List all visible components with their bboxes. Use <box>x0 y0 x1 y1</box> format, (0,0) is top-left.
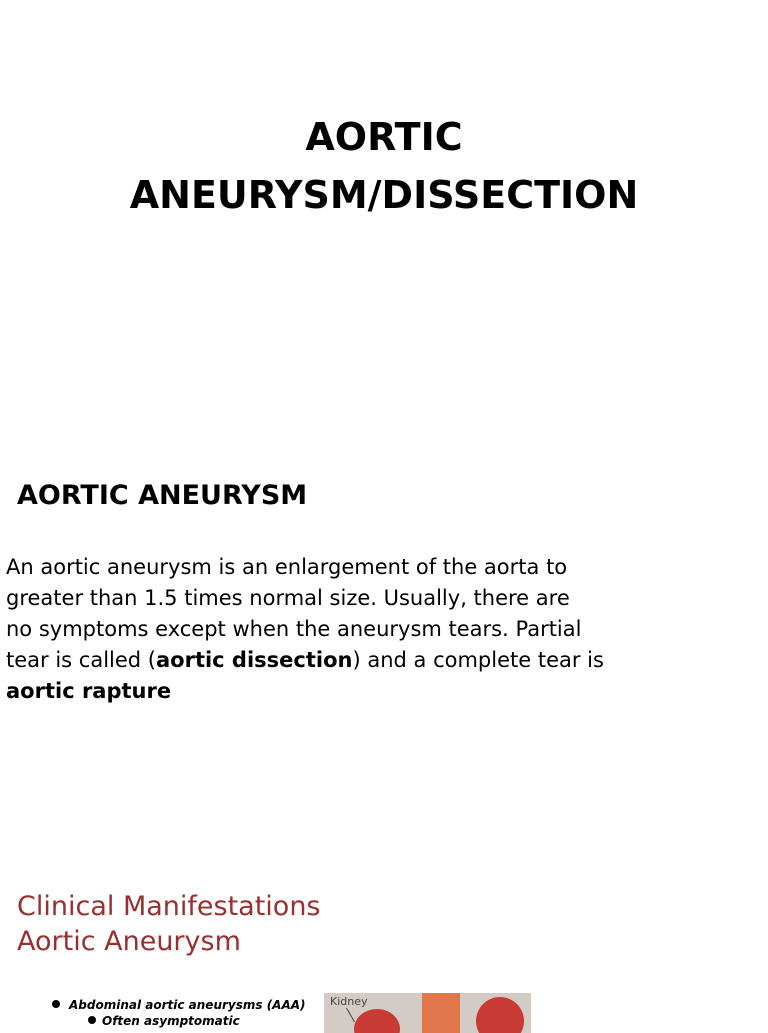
title-line-1: AORTIC <box>305 115 463 159</box>
list-item <box>52 1012 312 1030</box>
aorta-shape <box>422 993 460 1033</box>
paragraph-line-5 <box>6 676 586 707</box>
clinical-heading-line-1: Clinical Manifestations <box>17 891 321 922</box>
term-aortic-rapture: aortic rapture <box>6 679 172 703</box>
bullet-icon <box>52 1000 60 1008</box>
kidney-right-shape <box>476 997 524 1033</box>
anatomy-figure <box>324 993 531 1033</box>
bullet-icon <box>88 1016 96 1024</box>
paragraph-line-2: greater than 1.5 times normal size. Usually, there are <box>6 586 570 610</box>
label-pointer <box>346 1008 355 1022</box>
paragraph-line-4 <box>6 645 604 676</box>
term-aortic-dissection: aortic dissection <box>155 648 353 672</box>
bullet-text: Abdominal aortic aneurysms (AAA) <box>69 998 306 1012</box>
title-line-2: ANEURYSM/DISSECTION <box>129 173 639 217</box>
bullet-text: Often asymptomatic <box>102 1014 240 1028</box>
clinical-heading-line-2: Aortic Aneurysm <box>17 926 241 957</box>
paragraph-line-3: no symptoms except when the aneurysm tears. Partial <box>6 617 582 641</box>
paragraph-line-1: An aortic aneurysm is an enlargement of the aorta to <box>6 555 568 579</box>
paragraph-line-4-post: ) and a complete tear is <box>352 648 604 672</box>
bullet-list <box>52 996 312 1030</box>
paragraph-line-4-pre: tear is called ( <box>6 648 156 672</box>
figure-label: Kidney <box>330 995 368 1008</box>
body-paragraph <box>6 552 604 707</box>
kidney-left-shape <box>354 1009 400 1033</box>
clinical-heading <box>17 889 321 959</box>
slide-title <box>0 108 768 224</box>
section-heading: AORTIC ANEURYSM <box>17 480 308 511</box>
